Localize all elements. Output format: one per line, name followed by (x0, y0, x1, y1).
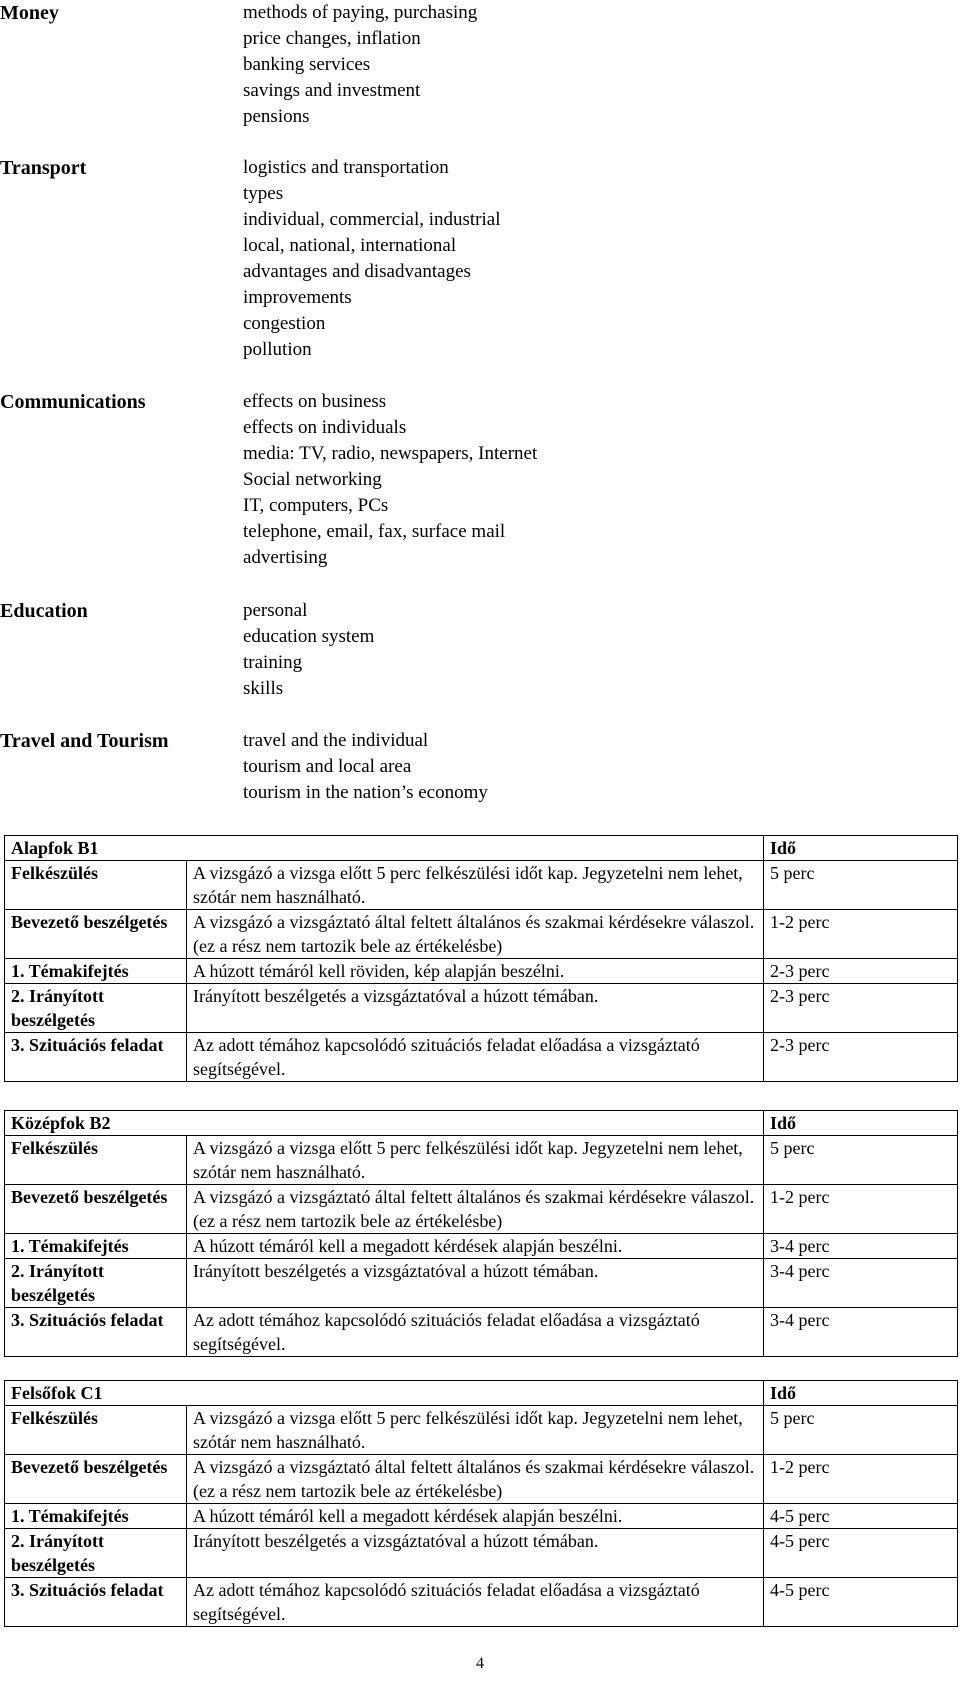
topic-item: IT, computers, PCs (243, 495, 389, 516)
row-time: 5 perc (764, 861, 958, 910)
topic-items (243, 0, 477, 130)
row-desc: A vizsgázó a vizsga előtt 5 perc felkészülési időt kap. Jegyzetelni nem lehet, szótár nem használható. (187, 1136, 764, 1185)
row-label: Bevezető beszélgetés (5, 910, 187, 959)
page-number: 4 (476, 1655, 484, 1672)
topic-item: advantages and disadvantages (243, 261, 471, 282)
topic-item: methods of paying, purchasing (243, 2, 478, 23)
topic-item: congestion (243, 313, 326, 334)
row-label: 2. Irányított beszélgetés (5, 1259, 187, 1308)
row-time: 1-2 perc (764, 910, 958, 959)
topic-item: media: TV, radio, newspapers, Internet (243, 443, 538, 464)
level-title: Középfok B2 (5, 1111, 764, 1136)
level-title: Alapfok B1 (5, 836, 764, 861)
exam-table-b1 (4, 835, 958, 1082)
row-time: 4-5 perc (764, 1529, 958, 1578)
topic-item: tourism and local area (243, 756, 412, 777)
row-desc: A vizsgázó a vizsgáztató által feltett általános és szakmai kérdésekre válaszol. (ez a rész nem tartozik bele az értékelésbe) (187, 1455, 764, 1504)
topic-item: telephone, email, fax, surface mail (243, 521, 506, 542)
row-desc: A vizsgázó a vizsga előtt 5 perc felkészülési időt kap. Jegyzetelni nem lehet, szótár nem használható. (187, 861, 764, 910)
row-time: 2-3 perc (764, 984, 958, 1033)
table-row (5, 1578, 958, 1627)
row-label: Felkészülés (5, 861, 187, 910)
topic-item: training (243, 652, 303, 673)
row-desc: A vizsgázó a vizsga előtt 5 perc felkészülési időt kap. Jegyzetelni nem lehet, szótár nem használható. (187, 1406, 764, 1455)
table-header-row (5, 836, 958, 861)
topic-title: Travel and Tourism (0, 730, 169, 752)
row-desc: A vizsgázó a vizsgáztató által feltett általános és szakmai kérdésekre válaszol. (ez a rész nem tartozik bele az értékelésbe) (187, 910, 764, 959)
row-desc: Irányított beszélgetés a vizsgáztatóval a húzott témában. (187, 984, 764, 1033)
row-label: 2. Irányított beszélgetés (5, 1529, 187, 1578)
topic-item: price changes, inflation (243, 28, 421, 49)
table-row (5, 1234, 958, 1259)
topic-item: types (243, 183, 284, 204)
row-time: 4-5 perc (764, 1578, 958, 1627)
exam-table-b2 (4, 1110, 958, 1357)
row-time: 1-2 perc (764, 1455, 958, 1504)
topic-items (243, 598, 374, 702)
row-desc: Az adott témához kapcsolódó szituációs feladat előadása a vizsgáztató segítségével. (187, 1033, 764, 1082)
row-desc: A húzott témáról kell röviden, kép alapján beszélni. (187, 959, 764, 984)
table-row (5, 861, 958, 910)
row-label: 1. Témakifejtés (5, 1504, 187, 1529)
row-label: 3. Szituációs feladat (5, 1578, 187, 1627)
row-label: Felkészülés (5, 1136, 187, 1185)
table-row (5, 959, 958, 984)
time-header: Idő (764, 1111, 958, 1136)
time-header: Idő (764, 1381, 958, 1406)
topic-item: Social networking (243, 469, 382, 490)
row-desc: A húzott témáról kell a megadott kérdések alapján beszélni. (187, 1234, 764, 1259)
row-time: 3-4 perc (764, 1259, 958, 1308)
table-row (5, 1136, 958, 1185)
row-time: 3-4 perc (764, 1234, 958, 1259)
row-desc: A vizsgázó a vizsgáztató által feltett általános és szakmai kérdésekre válaszol. (ez a rész nem tartozik bele az értékelésbe) (187, 1185, 764, 1234)
row-desc: Az adott témához kapcsolódó szituációs feladat előadása a vizsgáztató segítségével. (187, 1308, 764, 1357)
table-row (5, 1504, 958, 1529)
level-title: Felsőfok C1 (5, 1381, 764, 1406)
topic-item: personal (243, 600, 308, 621)
row-desc: Az adott témához kapcsolódó szituációs feladat előadása a vizsgáztató segítségével. (187, 1578, 764, 1627)
topic-item: effects on individuals (243, 417, 407, 438)
topic-item: improvements (243, 287, 352, 308)
table-header-row (5, 1381, 958, 1406)
table-row (5, 910, 958, 959)
table-row (5, 1033, 958, 1082)
row-time: 5 perc (764, 1406, 958, 1455)
row-label: Felkészülés (5, 1406, 187, 1455)
topic-item: pollution (243, 339, 312, 360)
topic-item: travel and the individual (243, 730, 429, 751)
topic-title: Communications (0, 391, 146, 413)
topic-item: tourism in the nation’s economy (243, 782, 488, 803)
topic-item: individual, commercial, industrial (243, 209, 501, 230)
row-desc: Irányított beszélgetés a vizsgáztatóval a húzott témában. (187, 1529, 764, 1578)
row-label: 3. Szituációs feladat (5, 1308, 187, 1357)
row-time: 4-5 perc (764, 1504, 958, 1529)
topic-items (243, 389, 537, 571)
row-label: Bevezető beszélgetés (5, 1185, 187, 1234)
table-row (5, 984, 958, 1033)
row-label: Bevezető beszélgetés (5, 1455, 187, 1504)
row-label: 2. Irányított beszélgetés (5, 984, 187, 1033)
topic-title: Education (0, 600, 88, 622)
topic-item: pensions (243, 106, 310, 127)
topic-items (243, 155, 501, 363)
table-row (5, 1259, 958, 1308)
table-header-row (5, 1111, 958, 1136)
row-time: 1-2 perc (764, 1185, 958, 1234)
table-row (5, 1455, 958, 1504)
topic-item: banking services (243, 54, 371, 75)
table-row (5, 1185, 958, 1234)
row-desc: Irányított beszélgetés a vizsgáztatóval a húzott témában. (187, 1259, 764, 1308)
row-label: 3. Szituációs feladat (5, 1033, 187, 1082)
row-label: 1. Témakifejtés (5, 959, 187, 984)
row-label: 1. Témakifejtés (5, 1234, 187, 1259)
topic-item: savings and investment (243, 80, 421, 101)
row-time: 2-3 perc (764, 959, 958, 984)
topic-item: skills (243, 678, 284, 699)
row-desc: A húzott témáról kell a megadott kérdések alapján beszélni. (187, 1504, 764, 1529)
row-time: 2-3 perc (764, 1033, 958, 1082)
topic-item: advertising (243, 547, 328, 568)
topic-title: Money (0, 2, 59, 24)
topic-item: local, national, international (243, 235, 457, 256)
topic-item: effects on business (243, 391, 387, 412)
exam-table-c1 (4, 1380, 958, 1627)
topic-item: education system (243, 626, 375, 647)
table-row (5, 1308, 958, 1357)
time-header: Idő (764, 836, 958, 861)
row-time: 5 perc (764, 1136, 958, 1185)
topic-title: Transport (0, 157, 87, 179)
table-row (5, 1529, 958, 1578)
topic-items (243, 728, 488, 806)
topic-item: logistics and transportation (243, 157, 449, 178)
row-time: 3-4 perc (764, 1308, 958, 1357)
table-row (5, 1406, 958, 1455)
